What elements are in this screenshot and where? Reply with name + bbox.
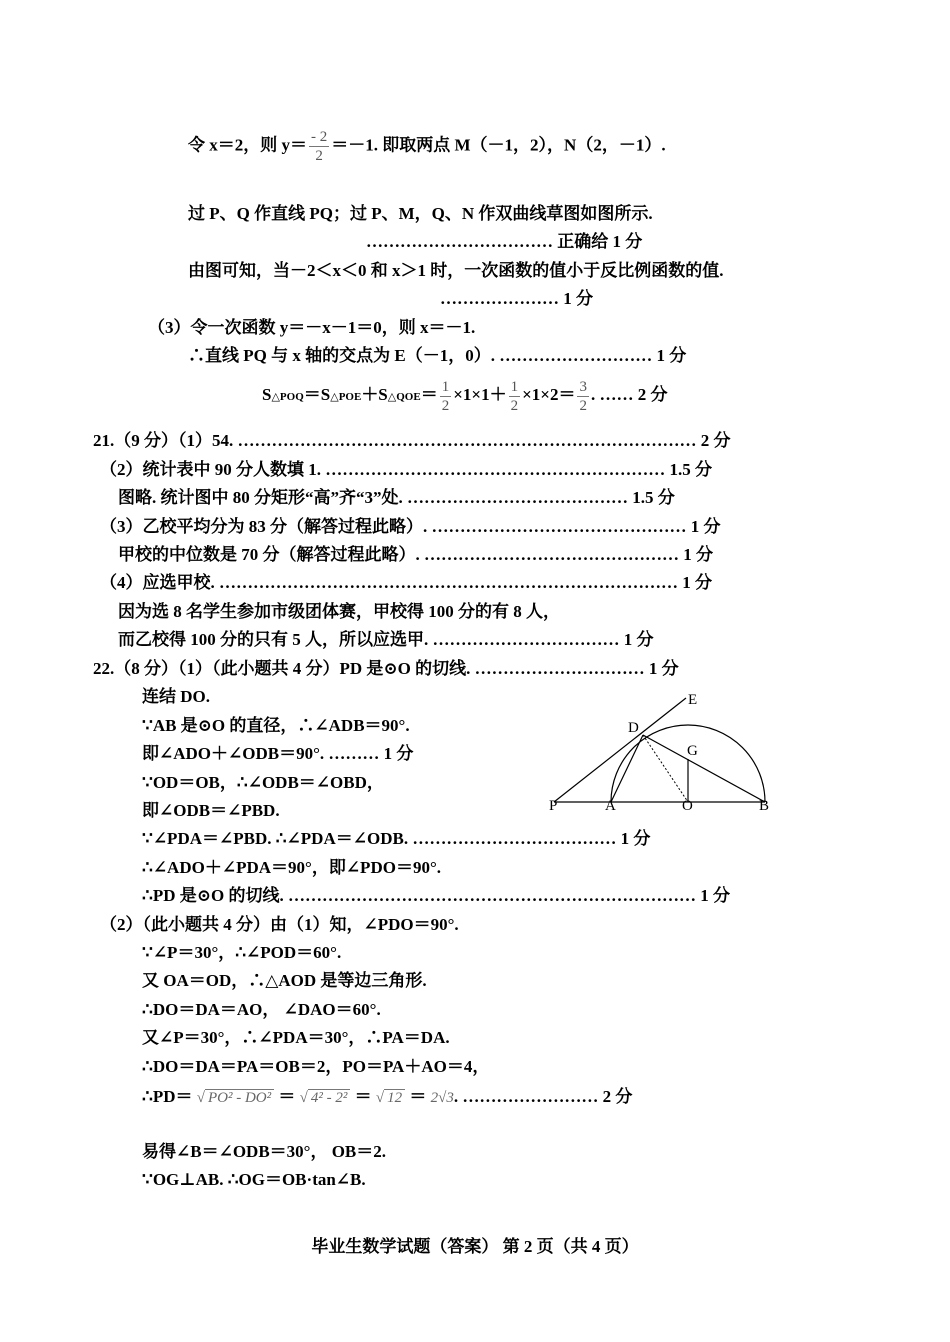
q21-line: 21.（9 分）（1）54. ……………………………………………………………………… 2 分 (93, 431, 731, 450)
q22-line: ∴DO＝DA＝PA＝OB＝2，PO＝PA＋AO＝4， (142, 1057, 490, 1076)
line-pq: 过 P、Q 作直线 PQ；过 P、M，Q、N 作双曲线草图如图所示. (188, 204, 653, 223)
label-e: E (688, 692, 698, 708)
label-a: A (605, 798, 616, 814)
denominator: 2 (315, 148, 323, 164)
text: ＝－1. 即取两点 M（－1，2），N（2，－1）. (331, 135, 666, 155)
q22-line: ∵∠PDA＝∠PBD. ∴∠PDA＝∠ODB. ……………………………… 1 分 (142, 829, 651, 848)
line-let-x (188, 128, 666, 165)
line-graph-conclusion: 由图可知，当－2＜x＜0 和 x＞1 时，一次函数的值小于反比例函数的值. (188, 261, 724, 280)
text: ＝ (354, 1087, 372, 1106)
text: ∴PD＝ (142, 1087, 193, 1106)
fraction (440, 378, 452, 415)
subscript: △POQ (271, 391, 304, 403)
text: ＝S (303, 385, 331, 404)
label-d: D (628, 720, 639, 736)
q21-line: 甲校的中位数是 70 分（解答过程此略）. ……………………………………… 1 分 (118, 545, 713, 564)
radicand: 4² - 2² (308, 1089, 351, 1106)
line-part3: （3）令一次函数 y＝－x－1＝0，则 x＝－1. (148, 318, 476, 337)
q22-line: ∴∠ADO＋∠PDA＝90°，即∠PDO＝90°. (142, 858, 441, 877)
sqrt-expression: √ 4² - 2² (300, 1089, 351, 1106)
q21-line: （3）乙校平均分为 83 分（解答过程此略）. ……………………………………… 1 分 (100, 517, 721, 536)
subscript: △POE (330, 391, 362, 403)
text: . …………………… 2 分 (453, 1087, 633, 1106)
q21-line: （4）应选甲校. ……………………………………………………………………… 1 分 (100, 573, 712, 592)
q22-line: （2）（此小题共 4 分）由（1）知，∠PDO＝90°. (100, 915, 459, 934)
q22-line: ∴PD 是⊙O 的切线. ……………………………………………………………… 1 分 (142, 886, 730, 905)
text: ＝ (409, 1087, 427, 1106)
q22-line: ∵OG⊥AB. ∴OG＝OB·tan∠B. (142, 1170, 366, 1189)
score-line: ………………… 1 分 (440, 289, 593, 308)
q22-line: 22.（8 分）（1）（此小题共 4 分）PD 是⊙O 的切线. ………………………… 1 分 (93, 659, 679, 678)
text: ＝ (278, 1087, 296, 1106)
area-formula (262, 375, 667, 417)
label-b: B (759, 798, 770, 814)
q22-line: 即∠ADO＋∠ODB＝90°. ……… 1 分 (142, 744, 414, 763)
line-pe (554, 698, 686, 802)
text: S (262, 385, 272, 404)
denominator: 2 (510, 397, 519, 414)
sqrt-expression: √ 12 (376, 1089, 405, 1106)
fraction (509, 378, 521, 415)
denominator: 2 (579, 397, 587, 414)
numerator: - 2 (311, 129, 328, 145)
text: . …… 2 分 (590, 385, 668, 404)
line-db (643, 735, 765, 802)
text: ＝ (420, 385, 438, 404)
label-g: G (687, 743, 698, 759)
line-do-dashed (643, 735, 688, 802)
numerator: 1 (441, 378, 450, 395)
label-o: O (682, 798, 693, 814)
numerator: 1 (510, 378, 519, 395)
pd-formula (142, 1082, 632, 1113)
denominator: 2 (441, 397, 450, 414)
text: 令 x＝2，则 y＝ (188, 135, 307, 155)
q21-line: 因为选 8 名学生参加市级团体赛，甲校得 100 分的有 8 人， (118, 602, 560, 621)
q22-line: ∵∠P＝30°，∴∠POD＝60°. (142, 943, 342, 962)
fraction (309, 128, 329, 165)
score-line: …………………………… 正确给 1 分 (366, 232, 643, 251)
radicand: 12 (384, 1089, 405, 1106)
text: ＋S (361, 385, 388, 404)
q21-line: 而乙校得 100 分的只有 5 人，所以应选甲. …………………………… 1 分 (118, 630, 654, 649)
text: ×1×1＋ (453, 385, 507, 404)
label-p: P (549, 798, 558, 814)
q22-line: 连结 DO. (142, 687, 210, 706)
q22-line: ∴DO＝DA＝AO， ∠DAO＝60°. (142, 1000, 381, 1019)
q22-line: ∵AB 是⊙O 的直径，∴∠ADB＝90°. (142, 716, 410, 735)
text: ×1×2＝ (522, 385, 576, 404)
fraction (577, 378, 589, 415)
radicand: PO² - DO² (205, 1089, 274, 1106)
q22-line: 即∠ODB＝∠PBD. (142, 801, 280, 820)
subscript: △QOE (387, 391, 421, 403)
q22-line: 又 OA＝OD，∴△AOD 是等边三角形. (142, 971, 427, 990)
numerator: 3 (579, 378, 587, 395)
q22-line: 易得∠B＝∠ODB＝30°， OB＝2. (142, 1142, 387, 1161)
result-value: 2√3 (430, 1090, 454, 1106)
page-footer: 毕业生数学试题（答案） 第 2 页（共 4 页） (311, 1237, 639, 1256)
line-point-e: ∴直线 PQ 与 x 轴的交点为 E（－1，0）. ……………………… 1 分 (188, 346, 687, 365)
q21-line: （2）统计表中 90 分人数填 1. …………………………………………………… 1.5 分 (100, 460, 712, 479)
geometry-figure (545, 686, 785, 818)
sqrt-expression: √ PO² - DO² (197, 1089, 274, 1106)
q21-line: 图略. 统计图中 80 分矩形“高”齐“3”处. ………………………………… 1.5 分 (118, 488, 675, 507)
q22-line: 又∠P＝30°，∴∠PDA＝30°，∴PA＝DA. (142, 1028, 450, 1047)
q22-line: ∵OD＝OB，∴∠ODB＝∠OBD， (142, 773, 384, 792)
